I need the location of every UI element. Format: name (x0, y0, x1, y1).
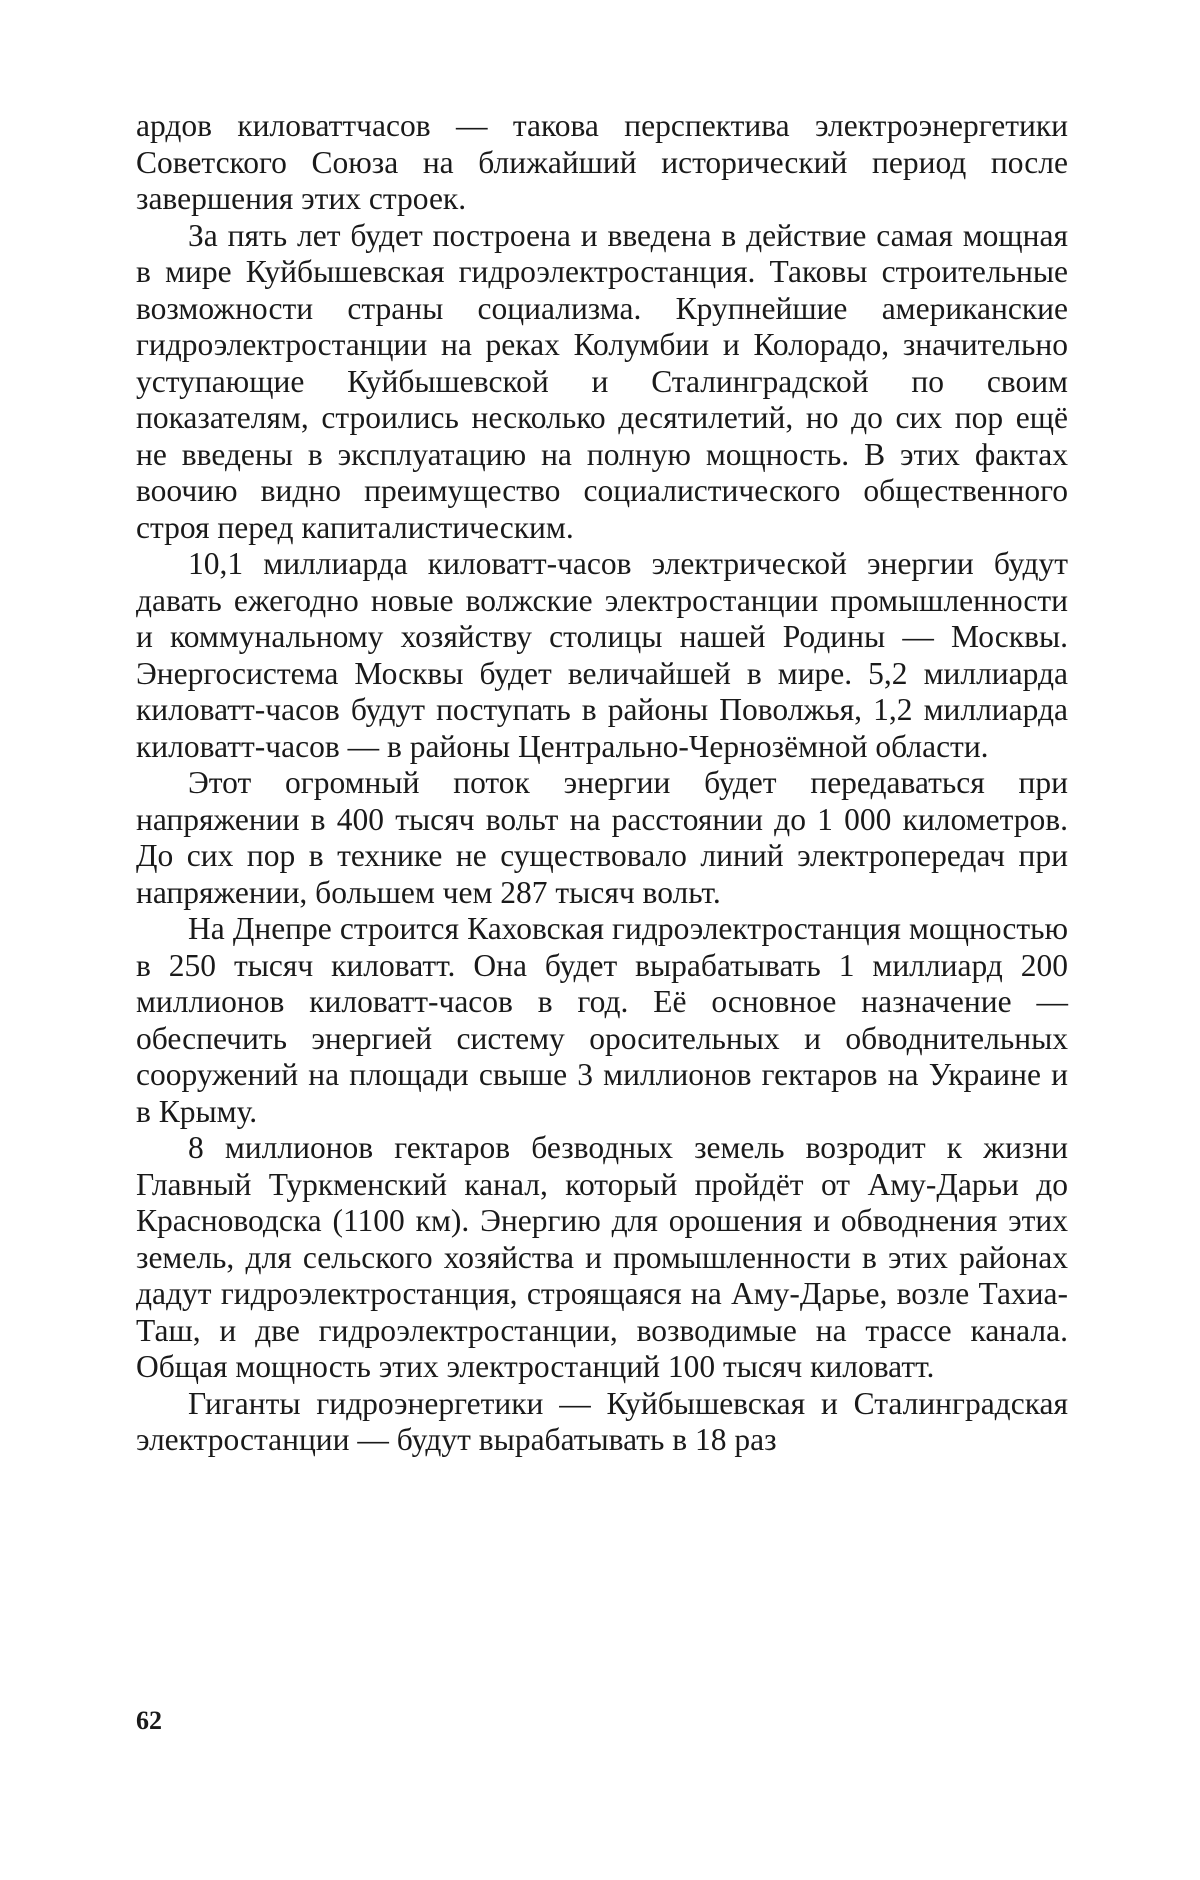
page-body (136, 108, 1068, 1459)
paragraph-kuibyshev-station: За пять лет будет построена и введена в действие самая мощная в мире Куйбышевская гидроэлектростанция. Таковы строительные возможности страны социализма. Крупнейшие американские гидроэлектростанции на реках Колумбии и Колорадо, значительно уступающие Куйбышевской и Сталинградской по своим показателям, строились несколько десятилетий, но до сих пор ещё не введены в эксплуатацию на полную мощность. В этих фактах воочию видно преимущество социалистического общественного строя перед капиталистическим. (136, 217, 1068, 545)
paragraph-moscow-energy: 10,1 миллиарда киловатт-часов электрической энергии будут давать ежегодно новые волжские электростанции промышленности и коммунальному хозяйству столицы нашей Родины — Москвы. Энергосистема Москвы будет величайшей в мире. 5,2 миллиарда киловатт-часов будут поступать в районы Поволжья, 1,2 миллиарда киловатт-часов — в районы Центрально-Чернозёмной области. (136, 546, 1068, 764)
paragraph-power-transmission: Этот огромный поток энергии будет передаваться при напряжении в 400 тысяч вольт на расстоянии до 1 000 километров. До сих пор в технике не существовало линий электропередач при напряжении, большем чем 287 тысяч вольт. (136, 765, 1068, 910)
paragraph-kakhovka-station: На Днепре строится Каховская гидроэлектростанция мощностью в 250 тысяч киловатт. Она будет вырабатывать 1 миллиард 200 миллионов киловатт-часов в год. Её основное назначение — обеспечить энергией систему оросительных и обводнительных сооружений на площади свыше 3 миллионов гектаров на Украине и в Крыму. (136, 911, 1068, 1129)
paragraph-hydro-giants: Гиганты гидроэнергетики — Куйбышевская и Сталинградская электростанции — будут вырабатывать в 18 раз (136, 1385, 1068, 1457)
paragraph-turkmen-canal: 8 миллионов гектаров безводных земель возродит к жизни Главный Туркменский канал, который пройдёт от Аму-Дарьи до Красноводска (1100 км). Энергию для орошения и обводнения этих земель, для сельского хозяйства и промышленности в этих районах дадут гидроэлектростанция, строящаяся на Аму-Дарье, возле Тахиа-Таш, и две гидроэлектростанции, возводимые на трассе канала. Общая мощность этих электростанций 100 тысяч киловатт. (136, 1130, 1068, 1384)
page-number: 62 (136, 1706, 162, 1735)
paragraph-continuation: ардов киловаттчасов — такова перспектива электроэнергетики Советского Союза на ближайший исторический период после завершения этих строек. (136, 108, 1068, 216)
